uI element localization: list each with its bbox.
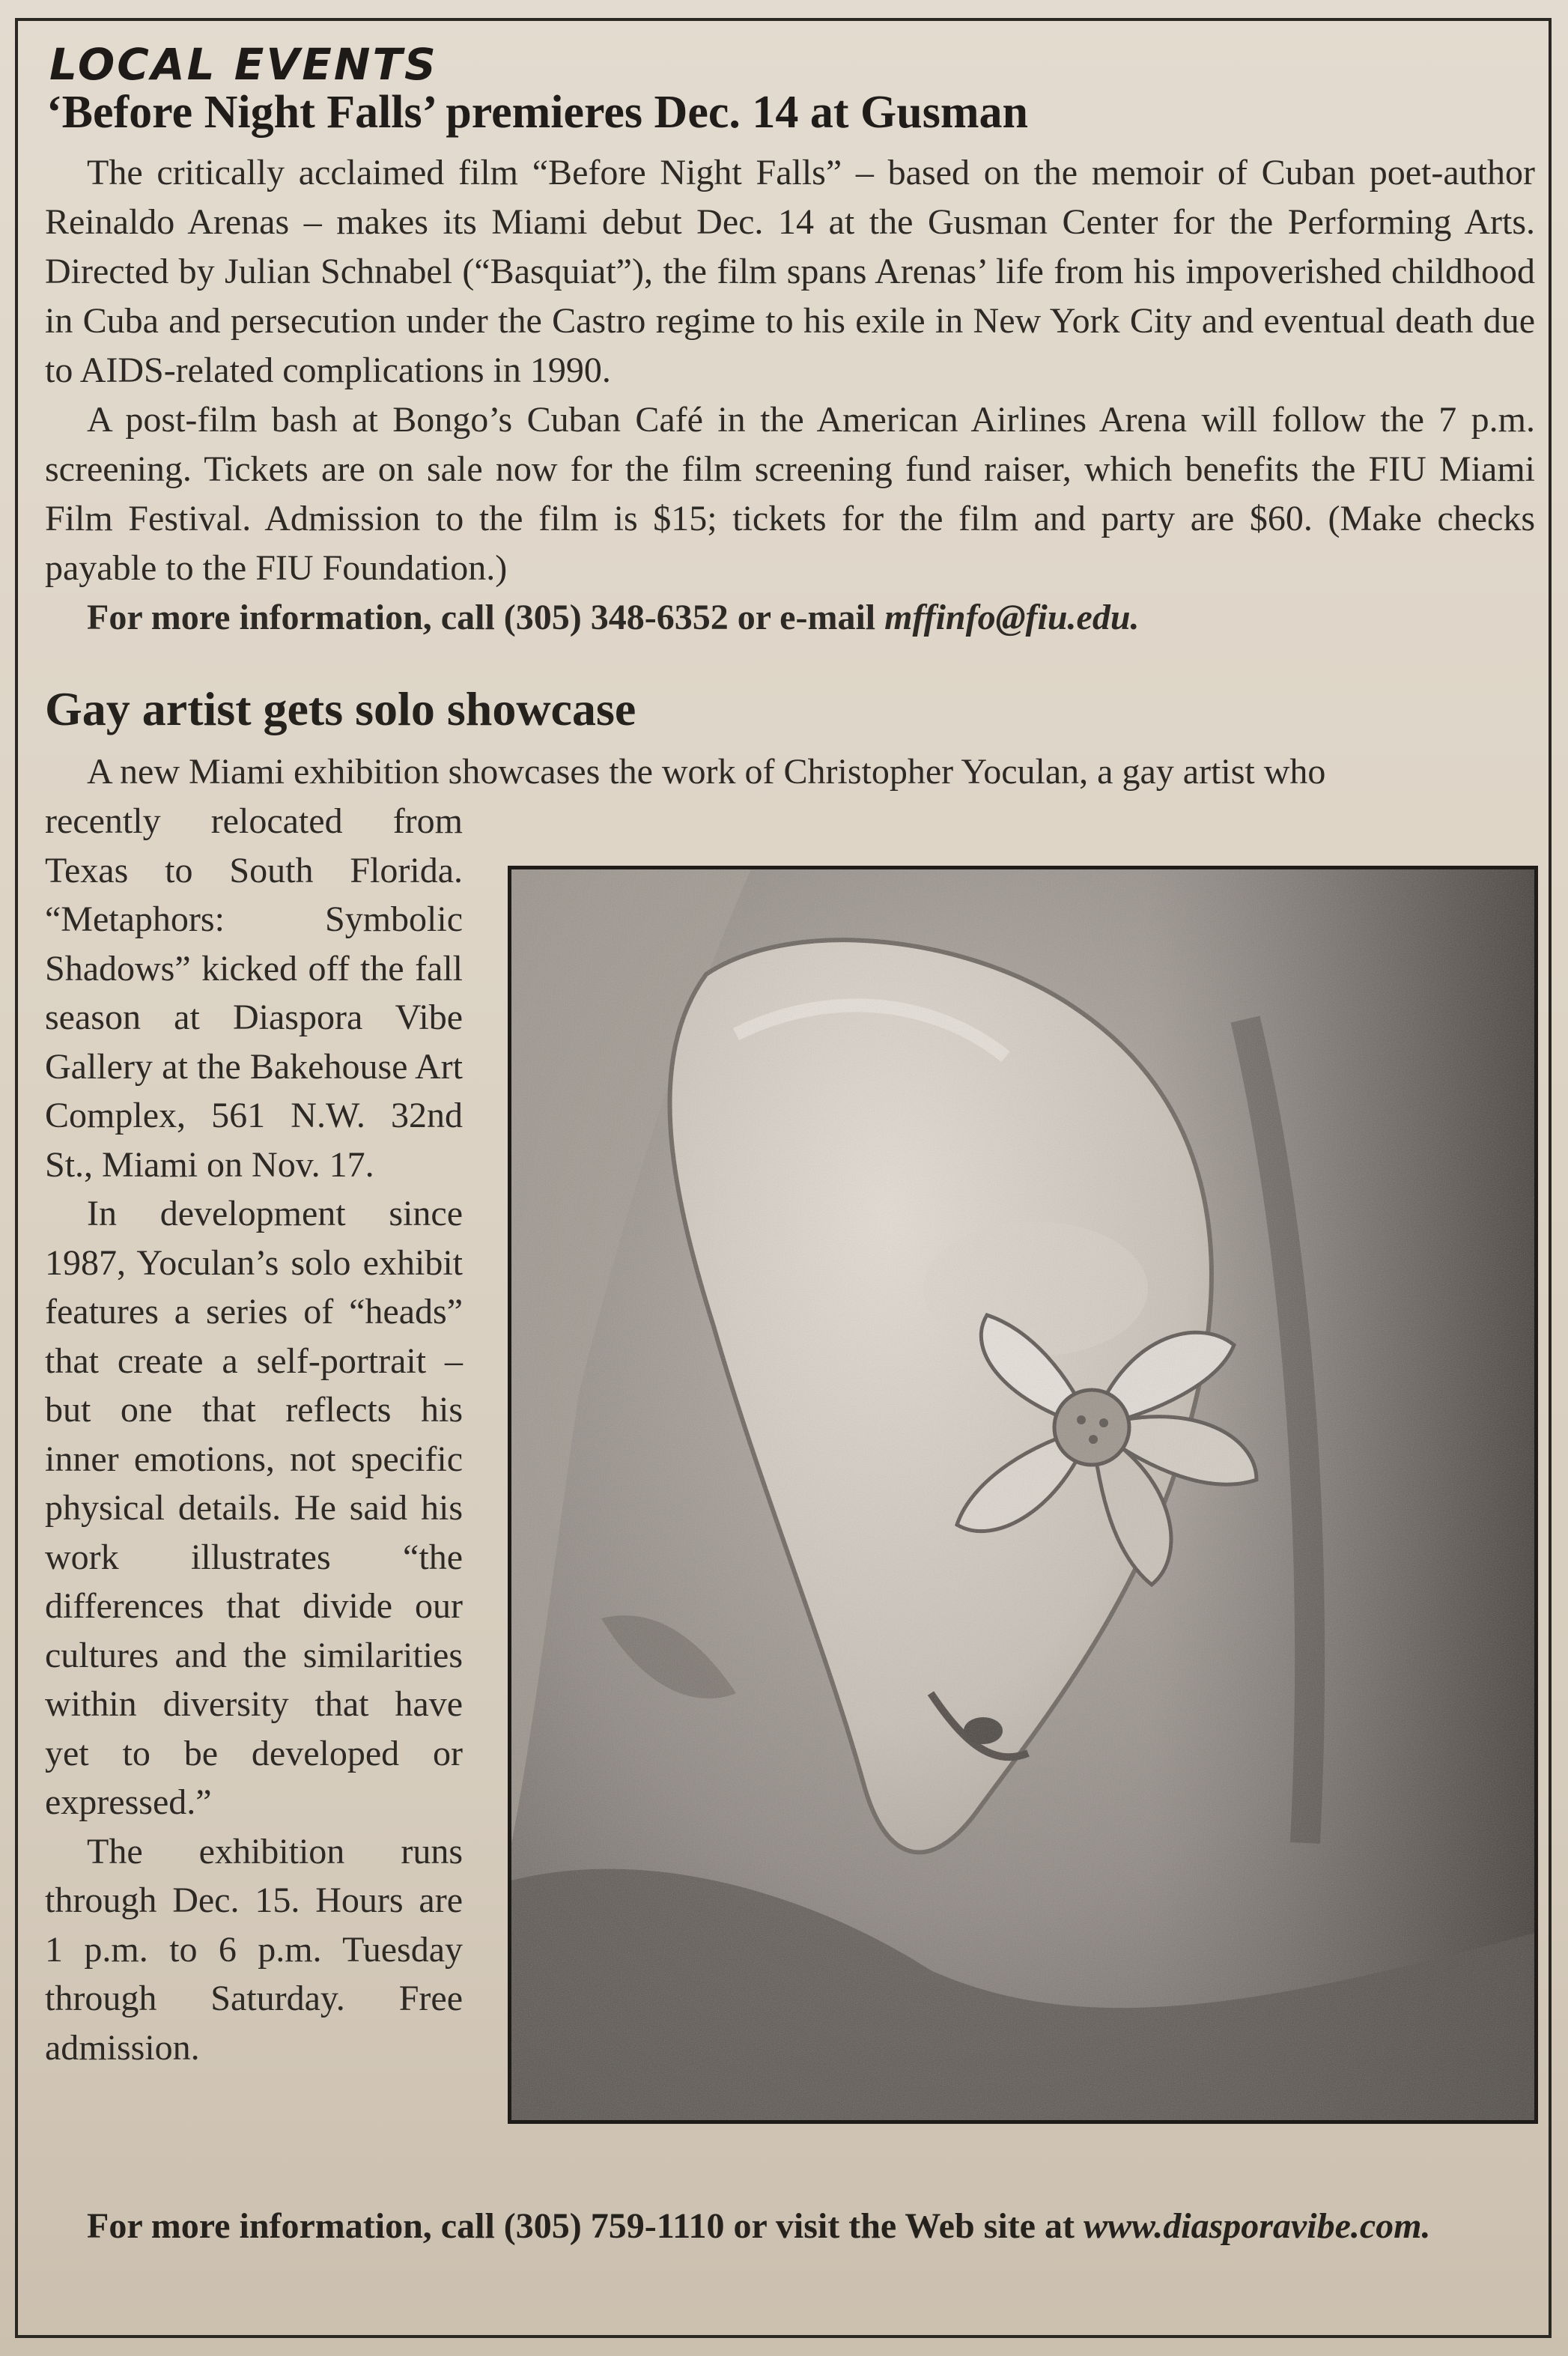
article1-contact-text: For more information, call (305) 348-6352 or e-mail: [87, 598, 885, 637]
article1-body: [45, 148, 1535, 643]
article1-paragraph: The critically acclaimed film “Before Night Falls” – based on the memoir of Cuban poet-author Reinaldo Arenas – makes its Miami debut Dec. 14 at the Gusman Center for the Performing Arts. Directed by Julian Schnabel (“Basquiat”), the film spans Arenas’ life from his impoverished childhood in Cuba and persecution under the Castro regime to his exile in New York City and eventual death due to AIDS-related complications in 1990.: [45, 153, 1535, 390]
article1-email-link[interactable]: mffinfo@fiu.edu.: [884, 598, 1140, 637]
article2-website-link[interactable]: www.diasporavibe.com.: [1083, 2206, 1431, 2246]
article1-contact: [45, 593, 1535, 643]
article1-paragraph: A post-film bash at Bongo’s Cuban Café in the American Airlines Arena will follow the 7 p.m. screening. Tickets are on sale now for the film screening fund raiser, which benefits the FIU Miami Film Festival. Admission to the film is $15; tickets for the film and party are $60. (Make checks payable to the FIU Foundation.): [45, 400, 1535, 588]
article2-paragraph: In development since 1987, Yoculan’s solo exhibit features a series of “heads” that create a self-portrait – but one that reflects his inner emotions, not specific physical details. He said his work illustrates “the differences that divide our cultures and the similarities within diversity that have yet to be developed or expressed.”: [45, 1194, 463, 1822]
article2-contact-text: For more information, call (305) 759-1110 or visit the Web site at: [87, 2206, 1084, 2246]
article2-paragraph: The exhibition runs through Dec. 15. Hours are 1 p.m. to 6 p.m. Tuesday through Saturday. Free admission.: [45, 1831, 463, 2068]
section-label: LOCAL EVENTS: [49, 39, 438, 90]
article1-headline: ‘Before Night Falls’ premieres Dec. 14 at Gusman: [46, 87, 1028, 138]
article2-contact: [45, 2202, 1535, 2251]
article2-intro: A new Miami exhibition showcases the work of Christopher Yoculan, a gay artist who: [87, 752, 1326, 792]
article2-paragraph: recently relocated from Texas to South Florida. “Metaphors: Symbolic Shadows” kicked off the fall season at Diaspora Vibe Gallery at the Bakehouse Art Complex, 561 N.W. 32nd St., Miami on Nov. 17.: [45, 801, 463, 1185]
artwork-head-image: [511, 869, 1534, 2120]
article2-headline: Gay artist gets solo showcase: [45, 682, 636, 735]
article2-column: [45, 797, 463, 2072]
artwork-photo: [508, 866, 1538, 2124]
